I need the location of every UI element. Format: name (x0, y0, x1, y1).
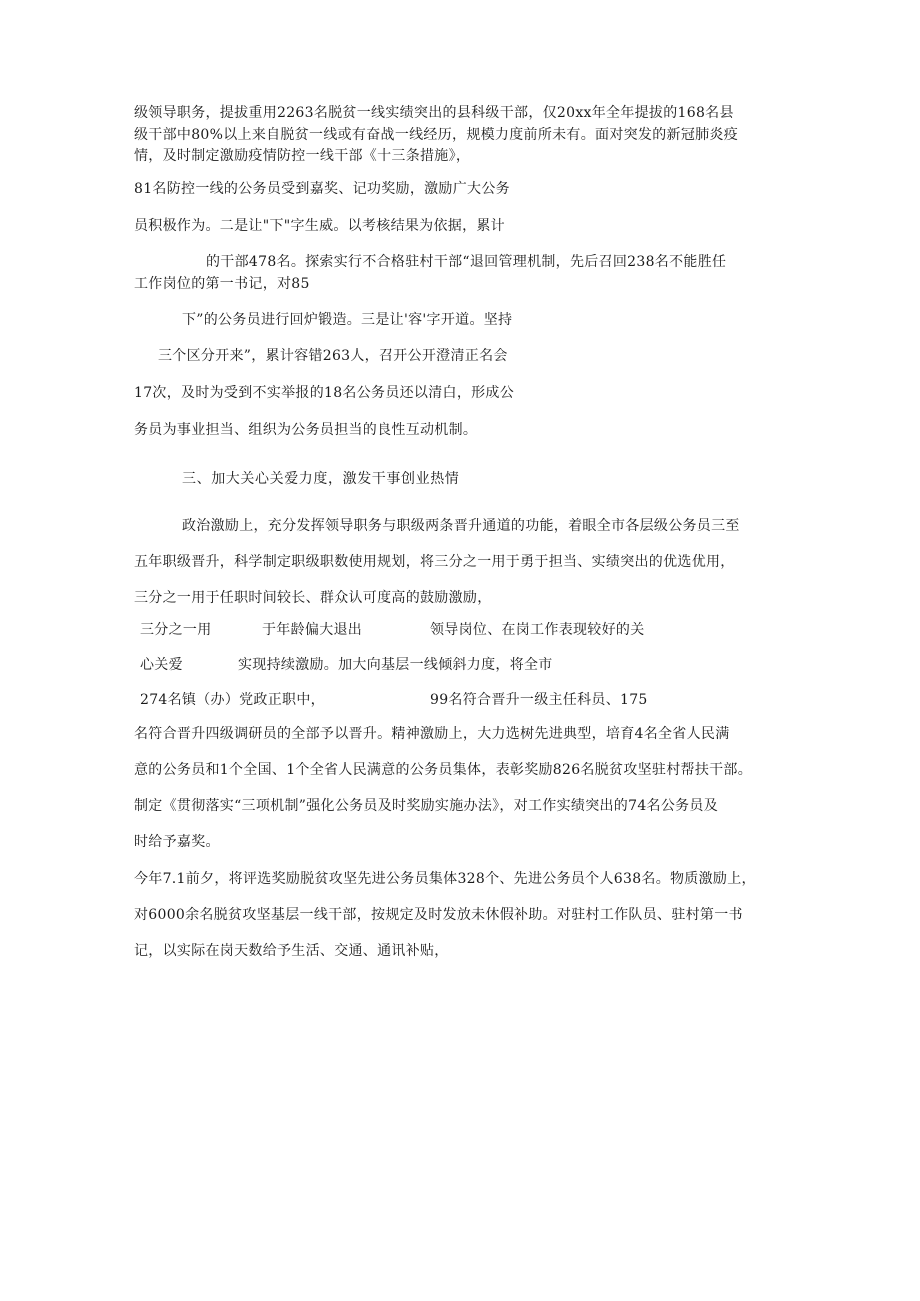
text-line-10: 17次，及时为受到不实举报的18名公务员还以清白，形成公 (134, 385, 515, 401)
text-line-3: 情，及时制定激励疫情防控一线干部《十三条措施》， (134, 148, 471, 164)
text-fragment-16a: 心关爱 (140, 657, 183, 673)
text-fragment-17a: 274名镇（办）党政正职中， (140, 692, 325, 708)
text-line-18: 名符合晋升四级调研员的全部予以晋升。精神激励上，大力选树先进典型，培育4名全省人民满 (134, 726, 730, 742)
text-line-6: 的干部478名。探索实行不合格驻村干部“退回管理机制，先后召回238名不能胜任 (206, 254, 727, 270)
text-fragment-16b: 实现持续激励。加大向基层一线倾斜力度，将全市 (238, 657, 553, 673)
text-line-14: 三分之一用于任职时间较长、群众认可度高的鼓励激励， (134, 590, 492, 606)
text-line-13: 五年职级晋升，科学制定职级职数使用规划，将三分之一用于勇于担当、实绩突出的优选优用， (134, 554, 735, 570)
text-fragment-15a: 三分之一用 (140, 622, 212, 638)
text-line-8: 下”的公务员进行回炉锻造。三是让'容'字开道。坚持 (182, 312, 513, 328)
text-line-19: 意的公务员和1个全国、1个全省人民满意的公务员集体，表彰奖励826名脱贫攻坚驻村帮扶干部。 (134, 762, 753, 778)
text-line-21: 时给予嘉奖。 (134, 834, 220, 850)
text-line-9: 三个区分开来”，累计容错263人，召开公开澄清正名会 (158, 348, 508, 364)
text-line-7: 工作岗位的第一书记，对85 (134, 276, 310, 292)
text-line-22: 今年7.1前夕，将评选奖励脱贫攻坚先进公务员集体328个、先进公务员个人638名。物质激励上， (134, 871, 756, 887)
text-fragment-17b: 99名符合晋升一级主任科员、175 (430, 692, 648, 708)
text-line-5: 员积极作为。二是让"下"字生威。以考核结果为依据，累计 (134, 218, 505, 234)
text-line-2: 级干部中80%以上来自脱贫一线或有奋战一线经历，规模力度前所未有。面对突发的新冠肺炎疫 (134, 127, 739, 143)
text-line-24: 记，以实际在岗天数给予生活、交通、通讯补贴， (134, 943, 449, 959)
text-fragment-15b: 于年龄偏大退出 (262, 622, 363, 638)
text-line-4: 81名防控一线的公务员受到嘉奖、记功奖励，激励广大公务 (134, 181, 510, 197)
text-line-20: 制定《贯彻落实“三项机制”强化公务员及时奖励实施办法》，对工作实绩突出的74名公务员及 (134, 798, 719, 814)
section-heading: 三、加大关心关爱力度，激发干事创业热情 (182, 471, 460, 487)
text-fragment-15c: 领导岗位、在岗工作表现较好的关 (430, 622, 645, 638)
text-line-11: 务员为事业担当、组织为公务员担当的良性互动机制。 (134, 422, 478, 438)
text-line-23: 对6000余名脱贫攻坚基层一线干部，按规定及时发放未休假补助。对驻村工作队员、驻村第一书 (134, 907, 743, 923)
text-line-1: 级领导职务，提拔重用2263名脱贫一线实绩突出的县科级干部，仅20xx年全年提拔的168名县 (134, 105, 734, 121)
text-line-12: 政治激励上，充分发挥领导职务与职级两条晋升通道的功能，着眼全市各层级公务员三至 (182, 518, 740, 534)
